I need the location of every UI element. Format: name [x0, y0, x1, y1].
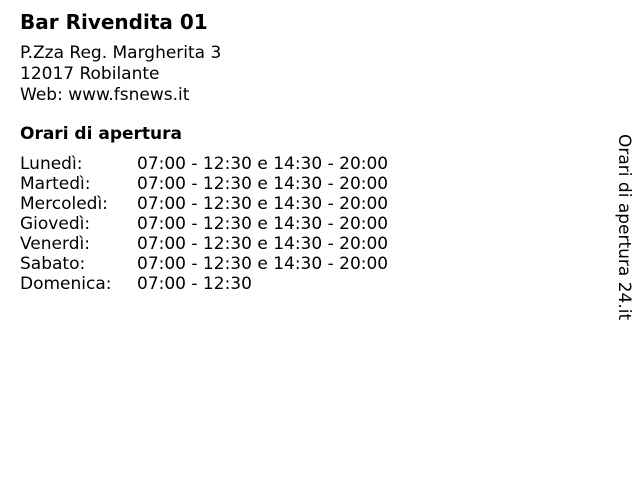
- day-label: Sabato:: [20, 254, 86, 274]
- time-range: 07:00 - 12:30 e 14:30 - 20:00: [137, 194, 389, 214]
- day-label: Mercoledì:: [20, 194, 108, 214]
- address-street: P.Zza Reg. Margherita 3: [20, 43, 222, 63]
- time-range: 07:00 - 12:30: [137, 274, 252, 294]
- day-label: Giovedì:: [20, 214, 91, 234]
- address-city: 12017 Robilante: [20, 64, 160, 84]
- time-range: 07:00 - 12:30 e 14:30 - 20:00: [137, 234, 389, 254]
- hours-row-saturday: [20, 254, 388, 274]
- business-address: [20, 43, 221, 106]
- hours-row-monday: [20, 154, 388, 174]
- time-range: 07:00 - 12:30 e 14:30 - 20:00: [137, 214, 389, 234]
- hours-row-friday: [20, 234, 388, 254]
- hours-row-wednesday: [20, 194, 388, 214]
- day-label: Domenica:: [20, 274, 112, 294]
- website-link[interactable]: Web: www.fsnews.it: [20, 85, 190, 105]
- time-range: 07:00 - 12:30 e 14:30 - 20:00: [137, 254, 389, 274]
- hours-row-sunday: [20, 274, 388, 294]
- opening-hours-heading: Orari di apertura: [20, 124, 182, 144]
- hours-row-thursday: [20, 214, 388, 234]
- site-brand-vertical: Orari di apertura 24.it: [614, 134, 634, 321]
- opening-hours-table: [20, 154, 388, 294]
- time-range: 07:00 - 12:30 e 14:30 - 20:00: [137, 174, 389, 194]
- time-range: 07:00 - 12:30 e 14:30 - 20:00: [137, 154, 389, 174]
- business-name: Bar Rivendita 01: [20, 10, 208, 34]
- day-label: Lunedì:: [20, 154, 83, 174]
- day-label: Venerdì:: [20, 234, 90, 254]
- hours-row-tuesday: [20, 174, 388, 194]
- day-label: Martedì:: [20, 174, 91, 194]
